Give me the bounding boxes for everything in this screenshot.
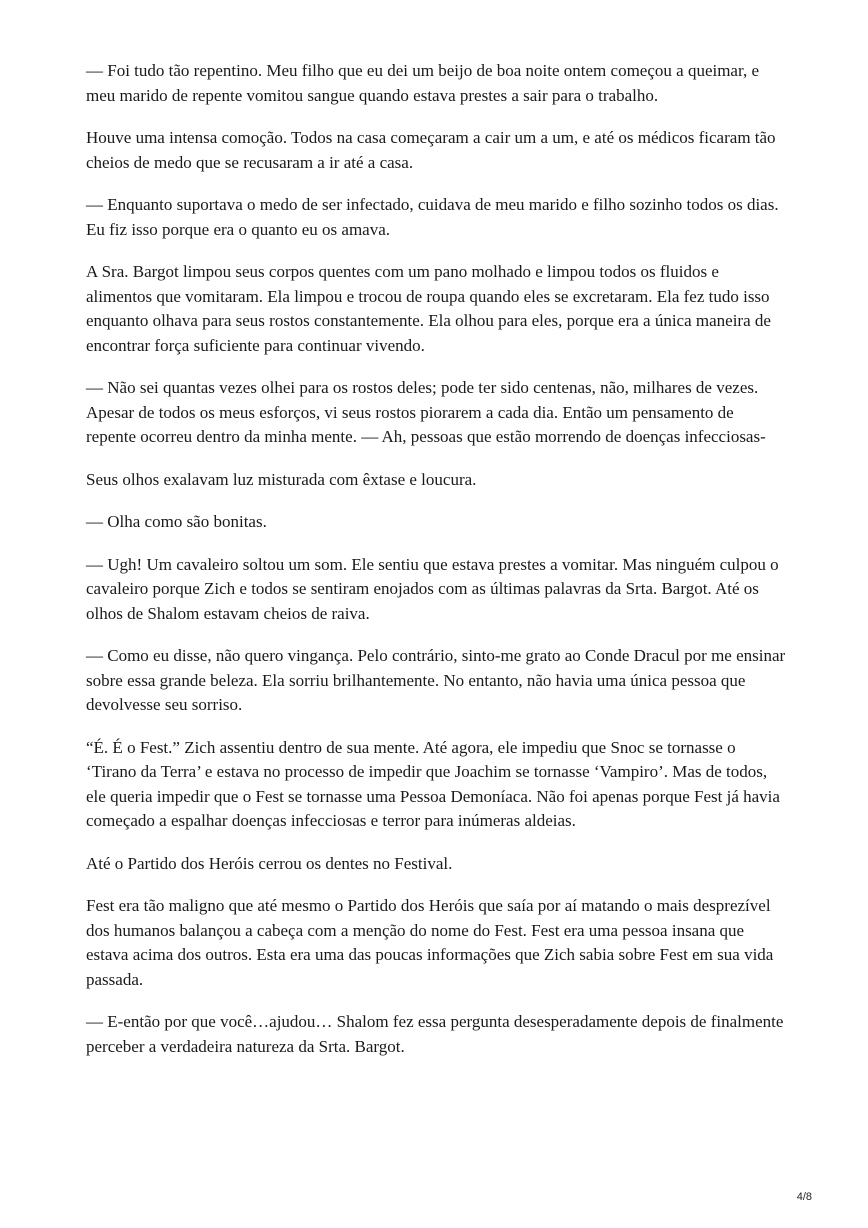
paragraph: — Ugh! Um cavaleiro soltou um som. Ele sentiu que estava prestes a vomitar. Mas ninguém culpou o cavaleiro porque Zich e todos se sentiram enojados com as últimas palavras da Srta. Bargot. Até os olhos de Shalom estavam cheios de raiva.: [86, 554, 779, 623]
paragraph: Houve uma intensa comoção. Todos na casa começaram a cair um a um, e até os médicos ficaram tão cheios de medo que se recusaram a ir até a casa.: [86, 128, 776, 172]
document-body: [86, 59, 786, 1077]
paragraph: — Enquanto suportava o medo de ser infectado, cuidava de meu marido e filho sozinho todos os dias. Eu fiz isso porque era o quanto eu os amava.: [86, 195, 779, 239]
paragraph: — Não sei quantas vezes olhei para os rostos deles; pode ter sido centenas, não, milhares de vezes. Apesar de todos os meus esforços, vi seus rostos piorarem a cada dia. Então um pensamento de repente ocorreu dentro da minha mente. — Ah, pessoas que estão morrendo de doenças infecciosas-: [86, 378, 766, 446]
paragraph: Fest era tão maligno que até mesmo o Partido dos Heróis que saía por aí matando o mais desprezível dos humanos balançou a cabeça com a menção do nome do Fest. Fest era uma pessoa insana que estava acima dos outros. Esta era uma das poucas informações que Zich sabia sobre Fest em sua vida passada.: [86, 896, 774, 989]
paragraph: Até o Partido dos Heróis cerrou os dentes no Festival.: [86, 853, 453, 873]
paragraph: — Foi tudo tão repentino. Meu filho que eu dei um beijo de boa noite ontem começou a queimar, e meu marido de repente vomitou sangue quando estava prestes a sair para o trabalho.: [86, 61, 760, 105]
page-number: 4/8: [796, 1191, 812, 1203]
paragraph: — Olha como são bonitas.: [86, 512, 267, 531]
paragraph: — E-então por que você…ajudou… Shalom fez essa pergunta desesperadamente depois de finalmente perceber a verdadeira natureza da Srta. Bargot.: [86, 1012, 784, 1056]
paragraph: “É. É o Fest.” Zich assentiu dentro de sua mente. Até agora, ele impediu que Snoc se tornasse o ‘Tirano da Terra’ e estava no processo de impedir que Joachim se tornasse ‘Vampiro’. Mas de todos, ele queria impedir que o Fest se tornasse uma Pessoa Demoníaca. Não foi apenas porque Fest já havia começado a espalhar doenças infecciosas e terror para inúmeras aldeias.: [86, 737, 780, 830]
paragraph: — Como eu disse, não quero vingança. Pelo contrário, sinto-me grato ao Conde Dracul por me ensinar sobre essa grande beleza. Ela sorriu brilhantemente. No entanto, não havia uma única pessoa que devolvesse seu sorriso.: [86, 646, 786, 714]
paragraph: A Sra. Bargot limpou seus corpos quentes com um pano molhado e limpou todos os fluidos e alimentos que vomitaram. Ela limpou e trocou de roupa quando eles se excretaram. Ela fez tudo isso enquanto olhava para seus rostos constantemente. Ela olhou para eles, porque era a única maneira de encontrar força suficiente para continuar vivendo.: [86, 262, 771, 355]
paragraph: Seus olhos exalavam luz misturada com êxtase e loucura.: [86, 469, 477, 489]
